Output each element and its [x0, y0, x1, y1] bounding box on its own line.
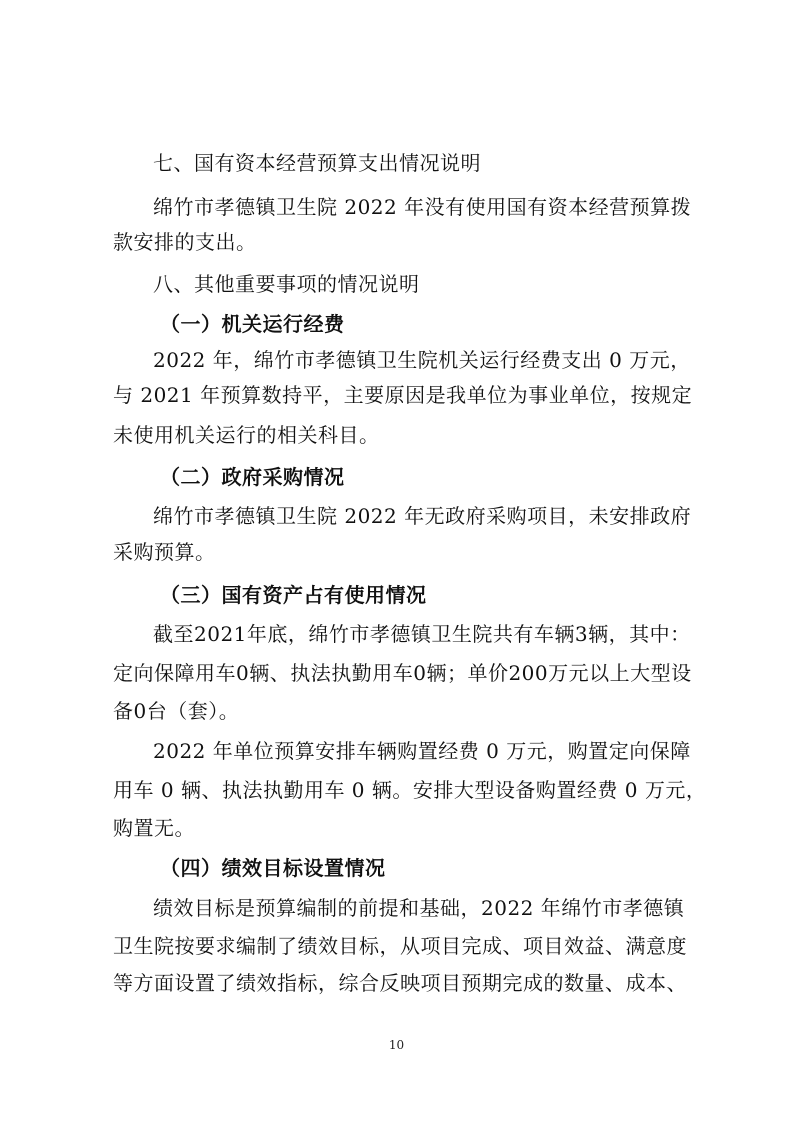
subsection-2-paragraph-line: 采购预算。	[113, 540, 216, 564]
subsection-3-paragraph-line: 2022 年单位预算安排车辆购置经费 0 万元，购置定向保障	[153, 739, 691, 763]
subsection-3-paragraph-line: 购置无。	[113, 816, 195, 840]
subsection-3-paragraph-line: 用车 0 辆、执法执勤用车 0 辆。安排大型设备购置经费 0 万元，	[113, 778, 707, 802]
subsection-3-heading: （三）国有资产占有使用情况	[160, 583, 427, 607]
subsection-4-paragraph-line: 等方面设置了绩效指标，综合反映项目预期完成的数量、成本、	[113, 971, 687, 995]
section-7-paragraph-line: 绵竹市孝德镇卫生院 2022 年没有使用国有资本经营预算拨	[153, 195, 692, 219]
subsection-2-heading: （二）政府采购情况	[160, 465, 345, 489]
page-number: 10	[388, 1038, 405, 1052]
subsection-3-paragraph-line: 截至2021年底，绵竹市孝德镇卫生院共有车辆3辆，其中：	[153, 622, 691, 646]
subsection-3-paragraph-line: 备0台（套）。	[113, 699, 240, 723]
section-7-heading: 七、国有资本经营预算支出情况说明	[153, 151, 481, 175]
subsection-1-heading: （一）机关运行经费	[160, 312, 345, 336]
subsection-3-paragraph-line: 定向保障用车0辆、执法执勤用车0辆；单价200万元以上大型设	[113, 661, 692, 685]
subsection-1-paragraph-line: 与 2021 年预算数持平，主要原因是我单位为事业单位，按规定	[113, 383, 693, 407]
subsection-1-paragraph-line: 未使用机关运行的相关科目。	[113, 423, 380, 447]
subsection-1-paragraph-line: 2022 年，绵竹市孝德镇卫生院机关运行经费支出 0 万元，	[153, 348, 691, 372]
section-8-heading: 八、其他重要事项的情况说明	[153, 272, 420, 296]
subsection-2-paragraph-line: 绵竹市孝德镇卫生院 2022 年无政府采购项目，未安排政府	[153, 504, 692, 528]
section-7-paragraph-line: 款安排的支出。	[113, 230, 257, 254]
subsection-4-paragraph-line: 绩效目标是预算编制的前提和基础，2022 年绵竹市孝德镇	[153, 896, 685, 920]
subsection-4-heading: （四）绩效目标设置情况	[160, 856, 386, 880]
subsection-4-paragraph-line: 卫生院按要求编制了绩效目标，从项目完成、项目效益、满意度	[113, 934, 687, 958]
